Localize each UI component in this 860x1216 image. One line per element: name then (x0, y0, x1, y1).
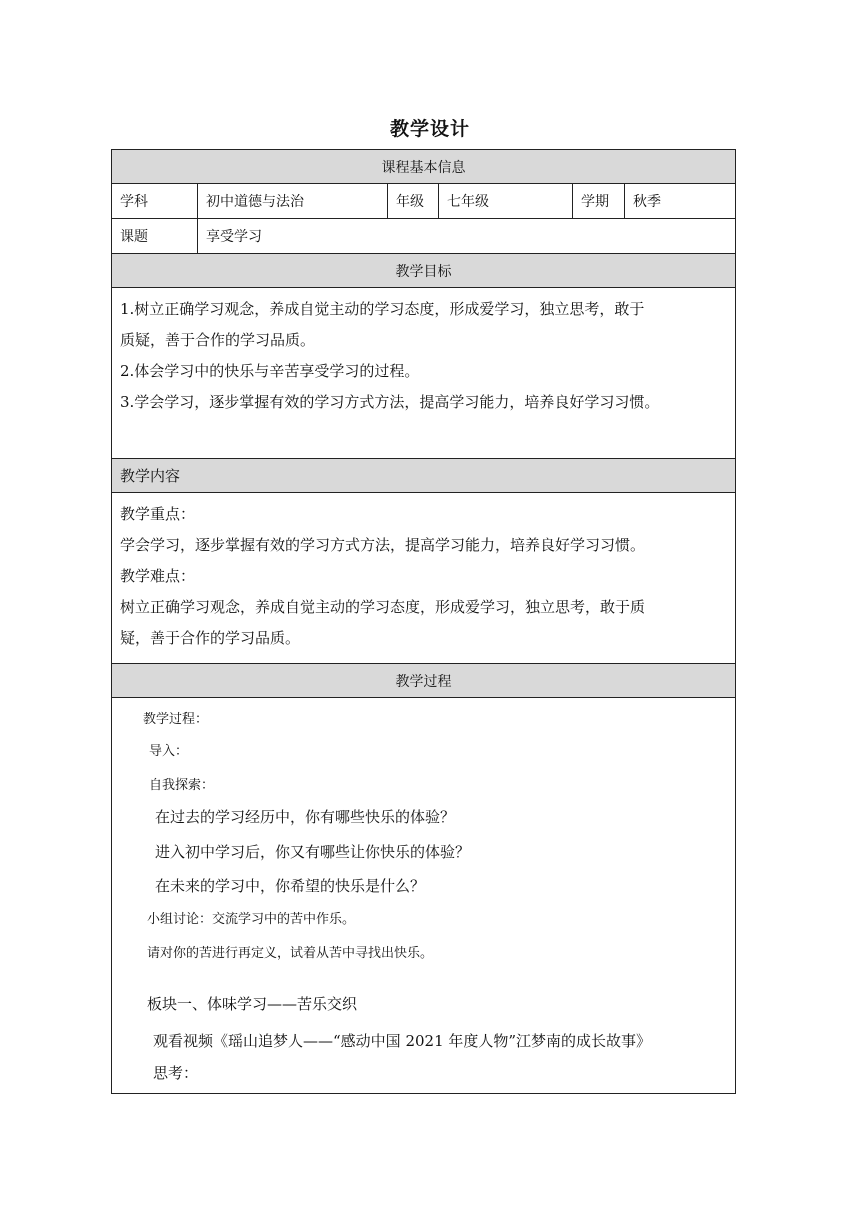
goal-line: 3.学会学习，逐步掌握有效的学习方式方法，提高学习能力，培养良好学习习惯。 (120, 393, 660, 411)
lesson-plan-table (111, 149, 736, 1094)
topic-label: 课题 (112, 219, 198, 253)
content-line: 教学重点： (120, 505, 196, 523)
process-line: 教学过程： (143, 712, 209, 727)
process-line: 观看视频《瑶山追梦人——“感动中国 2021 年度人物”江梦南的成长故事》 (153, 1032, 652, 1050)
process-line: 进入初中学习后，你又有哪些让你快乐的体验？ (155, 843, 471, 861)
process-section (112, 698, 735, 1093)
content-line: 疑，善于合作的学习品质。 (120, 629, 301, 647)
subject-label: 学科 (112, 184, 198, 218)
process-line: 导入： (149, 744, 189, 759)
content-line: 学会学习，逐步掌握有效的学习方式方法，提高学习能力，培养良好学习习惯。 (120, 536, 646, 554)
content-header: 教学内容 (112, 459, 735, 493)
goal-line: 1.树立正确学习观念，养成自觉主动的学习态度，形成爱学习，独立思考，敢于 (120, 300, 645, 318)
process-line: 思考： (153, 1064, 199, 1082)
topic-value: 享受学习 (206, 229, 262, 245)
process-line: 请对你的苦进行再定义，试着从苦中寻找出快乐。 (147, 946, 434, 961)
goals-header: 教学目标 (112, 254, 735, 288)
term-label: 学期 (573, 184, 625, 218)
term-value: 秋季 (633, 194, 661, 210)
content-line: 教学难点： (120, 567, 196, 585)
goal-line: 质疑，善于合作的学习品质。 (120, 331, 316, 349)
subject-value: 初中道德与法治 (198, 184, 388, 218)
grade-label: 年级 (388, 184, 439, 218)
goal-line: 2.体会学习中的快乐与辛苦享受学习的过程。 (120, 362, 420, 380)
process-header: 教学过程 (112, 664, 735, 698)
process-line: 自我探索： (149, 778, 215, 793)
content-section (112, 493, 735, 664)
grade-value: 七年级 (439, 184, 573, 218)
page-title: 教学设计 (389, 118, 470, 140)
process-line: 板块一、体味学习——苦乐交织 (147, 995, 358, 1013)
process-line: 小组讨论：交流学习中的苦中作乐。 (147, 912, 356, 927)
course-info-row (112, 184, 735, 219)
goals-section (112, 288, 735, 459)
content-line: 树立正确学习观念，养成自觉主动的学习态度，形成爱学习，独立思考，敢于质 (120, 598, 646, 616)
process-line: 在未来的学习中，你希望的快乐是什么？ (155, 877, 426, 895)
process-line: 在过去的学习经历中，你有哪些快乐的体验？ (155, 808, 456, 826)
course-info-header: 课程基本信息 (112, 150, 735, 184)
topic-row (112, 219, 735, 254)
